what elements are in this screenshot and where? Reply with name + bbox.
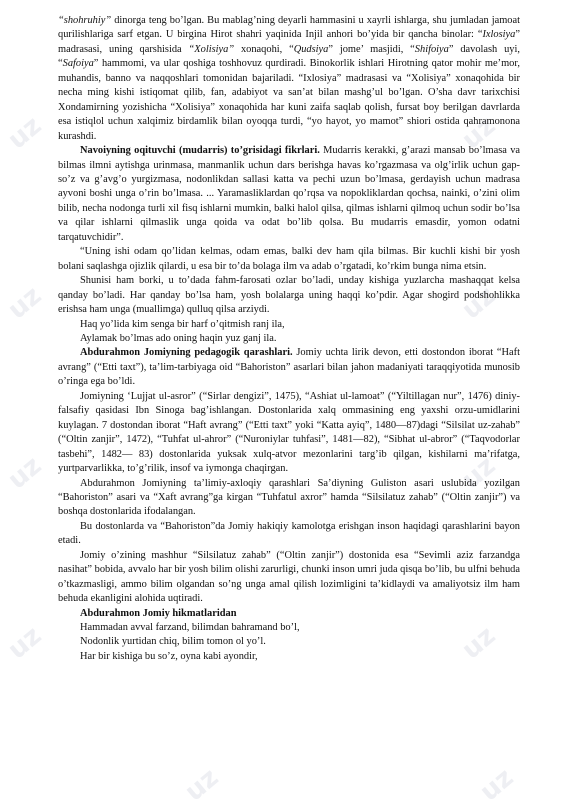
body-paragraph	[58, 520, 520, 549]
watermark-text: uz	[456, 280, 502, 326]
bold-text: Navoiyning oqituvchi (mudarris) to’grisidagi fikrlari.	[80, 145, 320, 157]
verse-line	[58, 635, 520, 649]
watermark-text: uz	[474, 762, 520, 807]
italic-text: Safoiya	[62, 58, 94, 70]
text-run: Jomiy uchta lirik devon, etti dostondon iborat “Haft avrang” (“Etti taxt”), ta’lim-tarbiyaga oid “Bahoriston” asarlari bilan jahon madaniyati taraqqiyotida munosib o’ringa ega bo’ldi.	[58, 347, 521, 388]
text-run: Hammadan avval farzand, bilimdan bahramand bo’l,	[80, 622, 300, 634]
verse-line	[58, 332, 520, 346]
text-run: Jomiy o’zining mashhur “Silsilatuz zahab” (“Oltin zanjir”) dostonida esa “Sevimli aziz farzandga nasihat” bobida, avvalo har bir yosh bilim olishi zarurligi, chunki inson umri juda qisqa bo’lib, bu ulfni behuda o’tkazmasligi, ammo bilim olgandan so’ng unga amal qilish lozimligini ta’kidlaydi va amaliyotsiz ilm ham behuda ekanligini alohida uqtiradi.	[58, 549, 520, 605]
bold-text: Abdurahmon Jomiyning pedagogik qarashlari.	[80, 347, 293, 359]
text-run: Jomiyning ‘Lujjat ul-asror” (“Sirlar dengizi”, 1475), “Ashiat ul-lamoat” (“Yiltillagan nur”, 1476) diniy-falsafiy qasidasi Ibn Sinoga bag’ishlangan. Dostonlarida xalq ommasining eng yaxshi orzu-umidlarini kuylagan. 7 dostondan iborat “Haft avrang” (“Etti taxt” yoki “Katta ayiq”, 1480—87)dagi “Silsilat uz-zahab” (“Oltin zanjir”, 1472), “Tuhfat ul-ahror” (“Nuroniylar tuhfasi”, 1481—82), “Sibhat ul-abror” (“Taqvodorlar tasbehi”, 1482— 83) dostonlarida yuksak xulq-atvor mezonlarini targ’ib qilgan, kishilarni ma’rifatga, yurtparvarlikka, to’g’rilik, insof va iymonga chaqirgan.	[58, 390, 520, 475]
section-heading	[58, 607, 520, 621]
text-run: Bu dostonlarda va “Bahoriston”da Jomiy hakiqiy kamolotga erishgan inson haqidagi qarashlarini bayon etadi.	[58, 520, 520, 547]
italic-text: “Xolisiya”	[188, 43, 235, 55]
text-run: Har bir kishiga bu so’z, oyna kabi ayondir,	[80, 650, 258, 662]
body-paragraph	[58, 14, 520, 144]
body-paragraph	[58, 274, 520, 317]
italic-text: Shifoiya	[414, 43, 449, 55]
body-paragraph	[58, 477, 520, 520]
watermark-text: uz	[456, 450, 502, 496]
text-run: Nodonlik yurtidan chiq, bilim tomon ol yo’l.	[80, 636, 266, 648]
body-paragraph	[58, 549, 520, 607]
text-run: Aylamak bo’lmas ado oning haqin yuz ganj ila.	[80, 332, 277, 344]
watermark-text: uz	[2, 450, 48, 496]
text-run: ” davolash uyi, “	[58, 43, 520, 70]
text-run: dinorga teng bo’lgan. Bu mablag’ning deyarli hammasini u xayrli ishlarga, shu jumladan jamoat qurilishlariga sarf etgan. U birgina Hirot shahri yaqinida Injil anhori bo’yida bir qancha binolar: “	[58, 15, 520, 41]
body-paragraph	[58, 390, 520, 477]
watermark-text: uz	[456, 110, 502, 156]
watermark-text: uz	[456, 620, 502, 666]
text-run: Haq yo’lida kim senga bir harf o’qitmish ranj ila,	[80, 318, 285, 330]
verse-line	[58, 650, 520, 664]
watermark-text: uz	[2, 110, 48, 156]
text-run: ” jome’ masjidi, “	[328, 43, 415, 55]
bold-text: Abdurahmon Jomiy hikmatlaridan	[80, 607, 237, 619]
verse-line	[58, 621, 520, 635]
italic-text: Qudsiya	[293, 43, 329, 55]
watermark-text: uz	[2, 620, 48, 666]
italic-text: Ixlosiya	[482, 29, 516, 41]
text-run: ” hammomi, va ular qoshiga toshhovuz qurdiradi. Binokorlik ishlari Hirotning qator mohir me’mor, muhandis, banno va naqqoshlari tomonidan bajariladi. “Ixlosiya” madrasasi va “Xolisiya” xonaqohida bir necha ming kishi istiqomat qilib, fan, adabiyot va san’at bilan mashg’ul bo’lgan. O’sha davr tarixchisi Xondamirning yozishicha “Xolisiya” xonaqohida har kuni zaifa saqlab qolish, fursat boy berilgan davrlarda esa istiqlol uchun xalqimiz birdamlik bilan oyoqqa turdi, “yo hayot, yo mamot” shiori ostida qahramonona kurashdi.	[58, 58, 520, 142]
body-paragraph	[58, 144, 520, 245]
verse-line	[58, 318, 520, 332]
text-run: xonaqohi, “	[234, 43, 294, 55]
watermark-text: uz	[2, 280, 48, 326]
text-run: Shunisi ham borki, u to’dada fahm-farosati ozlar bo’ladi, unday kishiga yuzlarcha mashaqqat kelsa qanday bo’ladi. Har qanday bo’lsa ham, yosh bolalarga uning haqqi ko’pdir. Agar shogird podshohlikka erishsa ham unga (muallimga) qulluq qilsa arziydi.	[58, 275, 520, 316]
text-run: “Uning ishi odam qo’lidan kelmas, odam emas, balki dev ham qila bilmas. Bir kuchli kishi bir yosh bolani saqlashga ojizlik qilardi, u esa bir to’da bolaga ilm va adab o’rgatadi, ko’rkim bunga nima etsin.	[58, 246, 520, 272]
italic-text: “shohruhiy”	[58, 15, 112, 26]
text-run: Mudarris kerakki, g’arazi mansab bo’lmasa va bilmas ilmni aytishga urinmasa, manmanlik uchun dars berishga havas ko’rgazmasa va olg’irlik uchun gap-so’z va g’avg’o yurgizmasa, nodonlikdan sallasi katta va pechi uzun bo’lmasa, gerdayish uchun madrasa ayvoni boshi unga o’rin bo’lmasa. ... Yaramasliklardan qo’rqsa va nopokliklardan qochsa, nainki, o’zini olim bilib, necha nodonga turli xil fisq ishlarni mumkin, balki halol qilsa, qilmas ishlarni qilmoq uchun sodir bo’lsa va qilar ishlarni qilmaslik unga qoida va odat bo’lib qolsa. Bu mudarris emasdir, yomon odatni tarqatuvchidir”.	[58, 145, 520, 243]
body-paragraph	[58, 346, 520, 389]
text-run: Abdurahmon Jomiyning ta’limiy-axloqiy qarashlari Sa’diyning Guliston asari uslubida yozilgan “Bahoriston” asari va “Xaft avrang”ga kirgan “Tuhfatul axror” hamda “Silsilatuz zahab” (“Oltin zanjir”) va boshqa dostonlarida ifodalangan.	[58, 477, 520, 518]
text-run: ” madrasasi, uning qarshisida	[58, 29, 520, 55]
body-paragraph	[58, 245, 520, 274]
watermark-text: uz	[179, 762, 225, 807]
document-page	[58, 14, 520, 664]
